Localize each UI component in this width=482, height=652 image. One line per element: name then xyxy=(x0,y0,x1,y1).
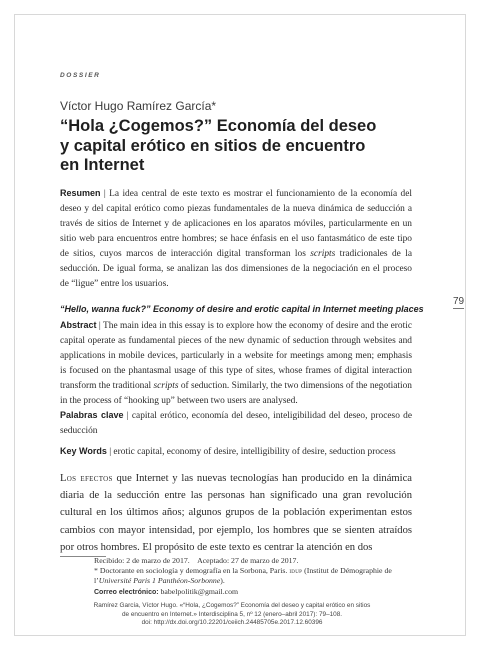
affiliation-text-3: ). xyxy=(220,576,225,586)
abstract-label: Abstract xyxy=(60,320,97,330)
citation-block xyxy=(82,602,382,628)
email-address[interactable]: babelpolitik@gmail.com xyxy=(158,586,239,596)
body-text: que Internet y las nuevas tecnologías han producido en la dinámica diaria de la seducción entre las personas han significado una gran revolución cultural en los últimos años; algunos grupos de la población experimentan estos cambios con mayor intensidad, por ejemplo, los hombres que se sienten atraídos por otros hombres. El propósito de este texto es centrar la atención en dos xyxy=(60,473,412,553)
citation-line-2: de encuentro en Internet.» Interdisciplina 5, nº 12 (enero–abril 2017): 79–108. xyxy=(121,610,343,618)
body-paragraph xyxy=(60,470,412,556)
email-label: Correo electrónico: xyxy=(94,588,159,596)
affiliation-university: Université Paris 1 Panthéon-Sorbonne xyxy=(98,576,221,586)
author-affiliation xyxy=(94,566,414,586)
section-label: DOSSIER xyxy=(60,72,101,79)
resumen-scripts-word: scripts xyxy=(310,249,336,259)
article-title: “Hola ¿Cogemos?” Economía del deseo y capital erótico en sitios de encuentro en Internet xyxy=(60,117,377,174)
received-dates: Recibido: 2 de marzo de 2017. Aceptado: 27 de marzo de 2017. xyxy=(94,556,299,565)
english-title: “Hello, wanna fuck?” Economy of desire and erotic capital in Internet meeting places xyxy=(60,304,424,314)
key-words xyxy=(60,444,412,460)
key-words-text: | erotic capital, economy of desire, intelligibility of desire, seduction process xyxy=(106,447,396,457)
palabras-clave xyxy=(60,408,412,439)
body-lead-in: Los efectos xyxy=(60,473,113,484)
abstract-text-1: | The main idea in this essay is to explore how the economy of desire and the erotic capital operate as fundamental pieces of the new dynamic of seduction through websites and applications in mobile devices, particularly in a website for meetings among men; emphasis is focused on the phantasmal usage of this type of sites, whose frames of digital interaction transform the traditional xyxy=(60,321,412,391)
palabras-clave-label: Palabras clave xyxy=(60,410,124,420)
resumen-text-2: tradicionales de la seducción. De igual forma, se analizan las dos dimensiones de la negociación en el proceso de “ligue” entre los usuarios. xyxy=(60,249,412,289)
author-email xyxy=(94,587,414,598)
abstract-text-2: of seduction. Similarly, the two dimensions of the negotiation in the process of “hooking up” between two users are analysed. xyxy=(60,381,412,406)
resumen-text-1: | La idea central de este texto es mostrar el funcionamiento de la economía del deseo y del capital erótico como piezas fundamentales de la nueva dinámica de seducción a través de sitios de Internet y de aplicaciones en los aparatos móviles, particularmente en un sitio web para encuentros entre hombres; se hace énfasis en el uso fantasmático de este tipo de sitios, cuyos marcos de interacción digital transforman los xyxy=(60,189,412,259)
affiliation-text-1: * Doctorante en sociología y demografía en la Sorbona, Paris. xyxy=(94,566,290,576)
citation-line-1: Ramírez García, Víctor Hugo. «“Hola, ¿Cogemos?” Economía del deseo y capital erótico en sitios xyxy=(93,602,371,609)
abstract-paragraph xyxy=(60,318,412,409)
author-name: Víctor Hugo Ramírez García* xyxy=(60,99,217,113)
resumen-label: Resumen xyxy=(60,188,101,198)
affiliation-text-2: (Institut de Démographie de l’ xyxy=(94,566,392,586)
abstract-scripts-word: scripts xyxy=(153,381,179,391)
page-number: 79 xyxy=(453,296,465,307)
palabras-clave-text: | capital erótico, economía del deseo, inteligibilidad del deseo, proceso de seducción xyxy=(60,411,412,436)
affiliation-acronym: idup xyxy=(289,566,303,576)
citation-doi[interactable]: doi: http://dx.doi.org/10.22201/ceiich.24485705e.2017.12.60396 xyxy=(141,619,323,627)
footnotes xyxy=(94,556,414,598)
resumen-paragraph xyxy=(60,186,412,292)
key-words-label: Key Words xyxy=(60,446,107,456)
